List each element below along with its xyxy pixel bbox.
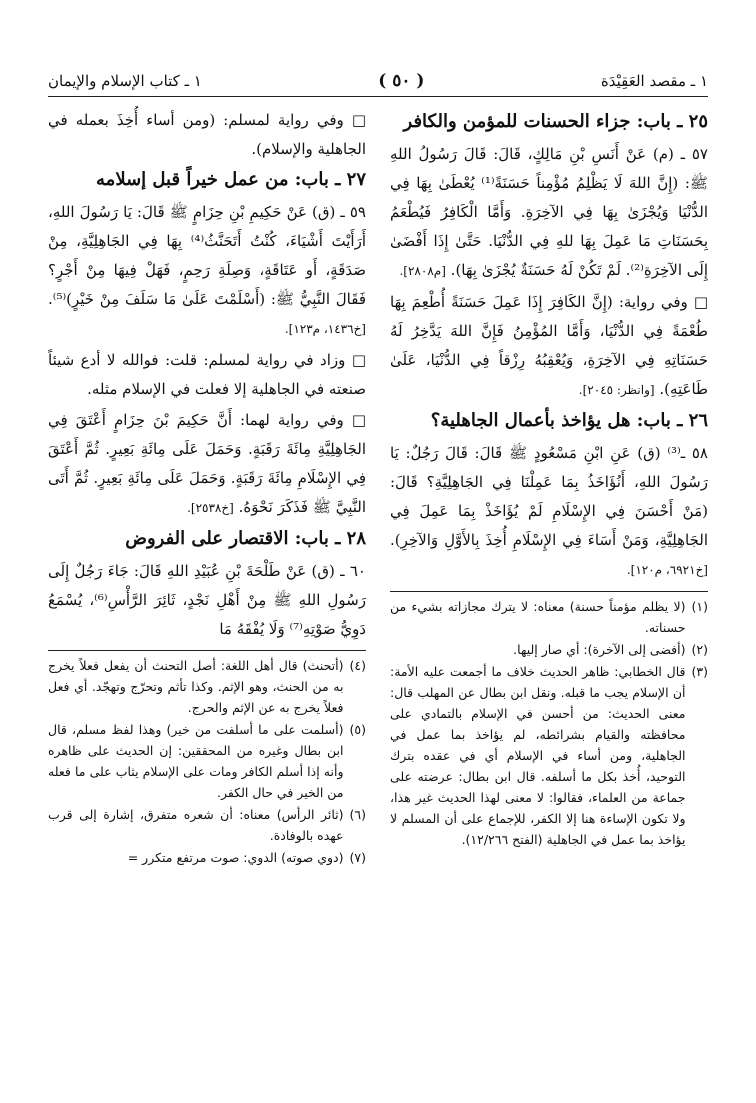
hadith-57-variant: [390, 288, 708, 405]
hadith-58-variant: □ وفي رواية لمسلم: (ومن أساء أُخِذَ بعمله في الجاهلية والإسلام).: [48, 111, 366, 158]
hadith-58-text: ٥٨ ـ⁽³⁾ (ق) عَنِ ابْنِ مَسْعُودٍ ﷺ قَالَ: قَالَ رَجُلٌ: يَا رَسُولَ اللهِ، أَنُؤَاخَذُ بِمَا عَمِلْنَا فِي الجَاهِلِيَّةِ؟ قَالَ: (مَنْ أَحْسَنَ فِي الإِسْلَامِ لَمْ يُؤَاخَذْ بِمَا عَمِلَ فِي الجَاهِلِيَّةِ، وَمَنْ أَسَاءَ فِي الإِسْلَامِ أُخِذَ بِالأَوَّلِ وَالآخِرِ).: [390, 444, 708, 549]
header-right-text: ١ ـ مقصد العَقِيْدَة: [600, 72, 708, 90]
footnote-text: (أتحنث) قال أهل اللغة: أصل التحنث أن يفعل فعلاً يخرج به من الحنث، وهو الإثم. وكذا تأثم وتحرّج وتهجّد. أي فعل فعلاً يخرج به عن الإثم والحرج.: [48, 658, 344, 715]
footnote-number: (٥): [349, 722, 366, 737]
hadith-59: [48, 198, 366, 344]
section-26-title: ٢٦ ـ باب: هل يؤاخذ بأعمال الجاهلية؟: [430, 410, 708, 431]
hadith-59-variant-text: □ وفي رواية لهما: أَنَّ حَكِيمَ بْنَ حِزَامٍ أَعْتَقَ فِي الجَاهِلِيَّةِ مِائَةَ رَقَبَةٍ. وَحَمَلَ عَلَى مِائَةِ بَعِيرٍ. ثُمَّ أَعْتَقَ فِي الإِسْلَامِ مِائَةَ رَقَبَةٍ. وَحَمَلَ عَلَى مِائَةِ بَعِيرٍ. ثُمَّ أَتَى النَّبِيَّ ﷺ فَذَكَرَ نَحْوَهُ.: [48, 411, 366, 516]
footnote-number: (٦): [349, 807, 366, 822]
hadith-59-variant: [48, 406, 366, 523]
footnote: [48, 804, 366, 846]
footnote-text: (لا يظلم مؤمناً حسنة) معناه: لا يترك مجازاته بشيء من حسناته.: [390, 599, 686, 635]
hadith-57: [390, 140, 708, 286]
left-footnotes: [48, 650, 366, 868]
running-header: [48, 66, 708, 97]
footnote-number: (١): [691, 599, 708, 614]
hadith-57-ref: [م٢٨٠٨].: [399, 264, 446, 278]
hadith-60: ٦٠ ـ (ق) عَنْ طَلْحَةَ بْنِ عُبَيْدِ اللهِ قَالَ: جَاءَ رَجُلٌ إِلَى رَسُولِ اللهِ ﷺ مِنْ أَهْلِ نَجْدٍ، ثَائِرَ الرَّأْسِ⁽⁶⁾، يُسْمَعُ دَوِيُّ صَوْتِهِ⁽⁷⁾ وَلَا يُفْقَهُ مَا: [48, 562, 366, 638]
right-column: [390, 106, 708, 1074]
footnote-number: (٧): [349, 850, 366, 865]
footnote-number: (٢): [691, 642, 708, 657]
footnote-text: قال الخطابي: ظاهر الحديث خلاف ما أجمعت عليه الأمة: أن الإسلام يجب ما قبله. ونقل ابن بطال عن المهلب قال: معنى الحديث: من أحسن في الإسلام بالتمادي على محافظته والقيام بشرائطه، لم يؤاخذ بما عمل في الجاهلية، ومن أساء في الإسلام أي في عقده بترك التوحيد، أُخذ بكل ما أسلفه. قال ابن بطال: عرضته على جماعة من العلماء، فقالوا: لا معنى لهذا الحديث غير هذا، ولا تكون الإساءة هنا إلا الكفر، للإجماع على أن المسلم لا يؤاخذ بما عمل في الجاهلية (الفتح ١٢/٢٦٦).: [390, 664, 686, 847]
section-25-title: ٢٥ ـ باب: جزاء الحسنات للمؤمن والكافر: [403, 111, 708, 132]
section-27-title: ٢٧ ـ باب: من عمل خيراً قبل إسلامه: [96, 169, 366, 190]
footnote: [390, 596, 708, 638]
section-28-title: ٢٨ ـ باب: الاقتصار على الفروض: [125, 528, 366, 549]
book-page: [48, 66, 708, 1076]
text-columns: [48, 106, 708, 1074]
footnote-text: (دوي صوته) الدوي: صوت مرتفع متكرر =: [127, 850, 344, 865]
footnote-text: (أسلمت على ما أسلفت من خير) وهذا لفظ مسلم، قال ابن بطال وغيره من المحققين: إن الحديث على ظاهره وأنه إذا أسلم الكافر ومات على الإسلام يثاب على ما فعله من الخير في حال الكفر.: [48, 722, 344, 800]
right-column-main: [390, 108, 708, 585]
footnote-number: (٤): [349, 658, 366, 673]
footnote-number: (٣): [691, 664, 708, 679]
hadith-59-text: ٥٩ ـ (ق) عَنْ حَكِيمِ بْنِ حِزَامٍ ﷺ قَالَ: يَا رَسُولَ اللهِ، أَرَأَيْتَ أَشْيَاءَ، كُنْتُ أَتَحَنَّثُ⁽⁴⁾ بِهَا فِي الجَاهِلِيَّةِ، مِنْ صَدَقَةٍ، أَو عَتَاقَةٍ، وَصِلَةِ رَحِمٍ، فَهَلْ فِيهَا مِنْ أَجْرٍ؟ فَقَالَ النَّبِيُّ ﷺ: (أَسْلَمْتَ عَلَىٰ مَا سَلَفَ مِنْ خَيْرٍ)⁽⁵⁾.: [48, 203, 366, 308]
hadith-59-variant-ref: [خ٢٥٣٨].: [187, 501, 234, 515]
hadith-59-addition: □ وزاد في رواية لمسلم: قلت: فوالله لا أدع شيئاً صنعته في الجاهلية إلا فعلت في الإسلام مثله.: [48, 351, 366, 398]
footnote: [48, 847, 366, 868]
hadith-58-ref: [خ٦٩٢١، م١٢٠].: [626, 563, 708, 577]
footnote-text: (أفضى إلى الآخرة): أي صار إليها.: [513, 642, 686, 657]
hadith-59-ref: [خ١٤٣٦، م١٢٣].: [284, 322, 366, 336]
footnote: [390, 661, 708, 850]
footnote-text: (ثائر الرأس) معناه: أن شعره متفرق، إشارة إلى قرب عهده بالوفادة.: [48, 807, 344, 843]
left-column: [48, 106, 366, 1074]
left-column-main: [48, 106, 366, 644]
header-left-text: ١ ـ كتاب الإسلام والإيمان: [48, 72, 202, 90]
hadith-57-text: ٥٧ ـ (م) عَنْ أَنَسِ بْنِ مَالِكٍ، قَالَ: قَالَ رَسُولُ اللهِ ﷺ: (إِنَّ اللهَ لَا يَظْلِمُ مُؤْمِناً حَسَنَةً⁽¹⁾ يُعْطَىٰ بِهَا فِي الدُّنْيَا وَيُجْزَىٰ بِهَا فِي الآخِرَةِ. وَأَمَّا الْكَافِرُ فَيُطْعَمُ بِحَسَنَاتِ مَا عَمِلَ بِهَا للهِ فِي الدُّنْيَا. حَتَّىٰ إِذَا أَفْضَىٰ إِلَى الآخِرَةِ⁽²⁾. لَمْ تَكُنْ لَهُ حَسَنَةٌ يُجْزَىٰ بِهَا).: [390, 145, 708, 279]
footnote: [48, 655, 366, 718]
hadith-57-variant-ref: [وانظر: ٢٠٤٥].: [578, 383, 655, 397]
page-number: ( ٥٠ ): [378, 71, 425, 91]
hadith-58: [390, 439, 708, 585]
footnote: [390, 639, 708, 660]
footnote: [48, 719, 366, 803]
hadith-57-variant-text: □ وفي رواية: (إِنَّ الكَافِرَ إِذَا عَمِلَ حَسَنَةً أُطْعِمَ بِهَا طُعْمَةً فِي الدُّنْيَا، وَأَمَّا المُؤْمِنُ فَإِنَّ اللهَ يَدَّخِرُ لَهُ حَسَنَاتِهِ فِي الآخِرَةِ، وَيُعْقِبُهُ رِزْقاً فِي الدُّنْيَا، عَلَىٰ طَاعَتِهِ).: [390, 293, 708, 398]
right-footnotes: [390, 591, 708, 850]
